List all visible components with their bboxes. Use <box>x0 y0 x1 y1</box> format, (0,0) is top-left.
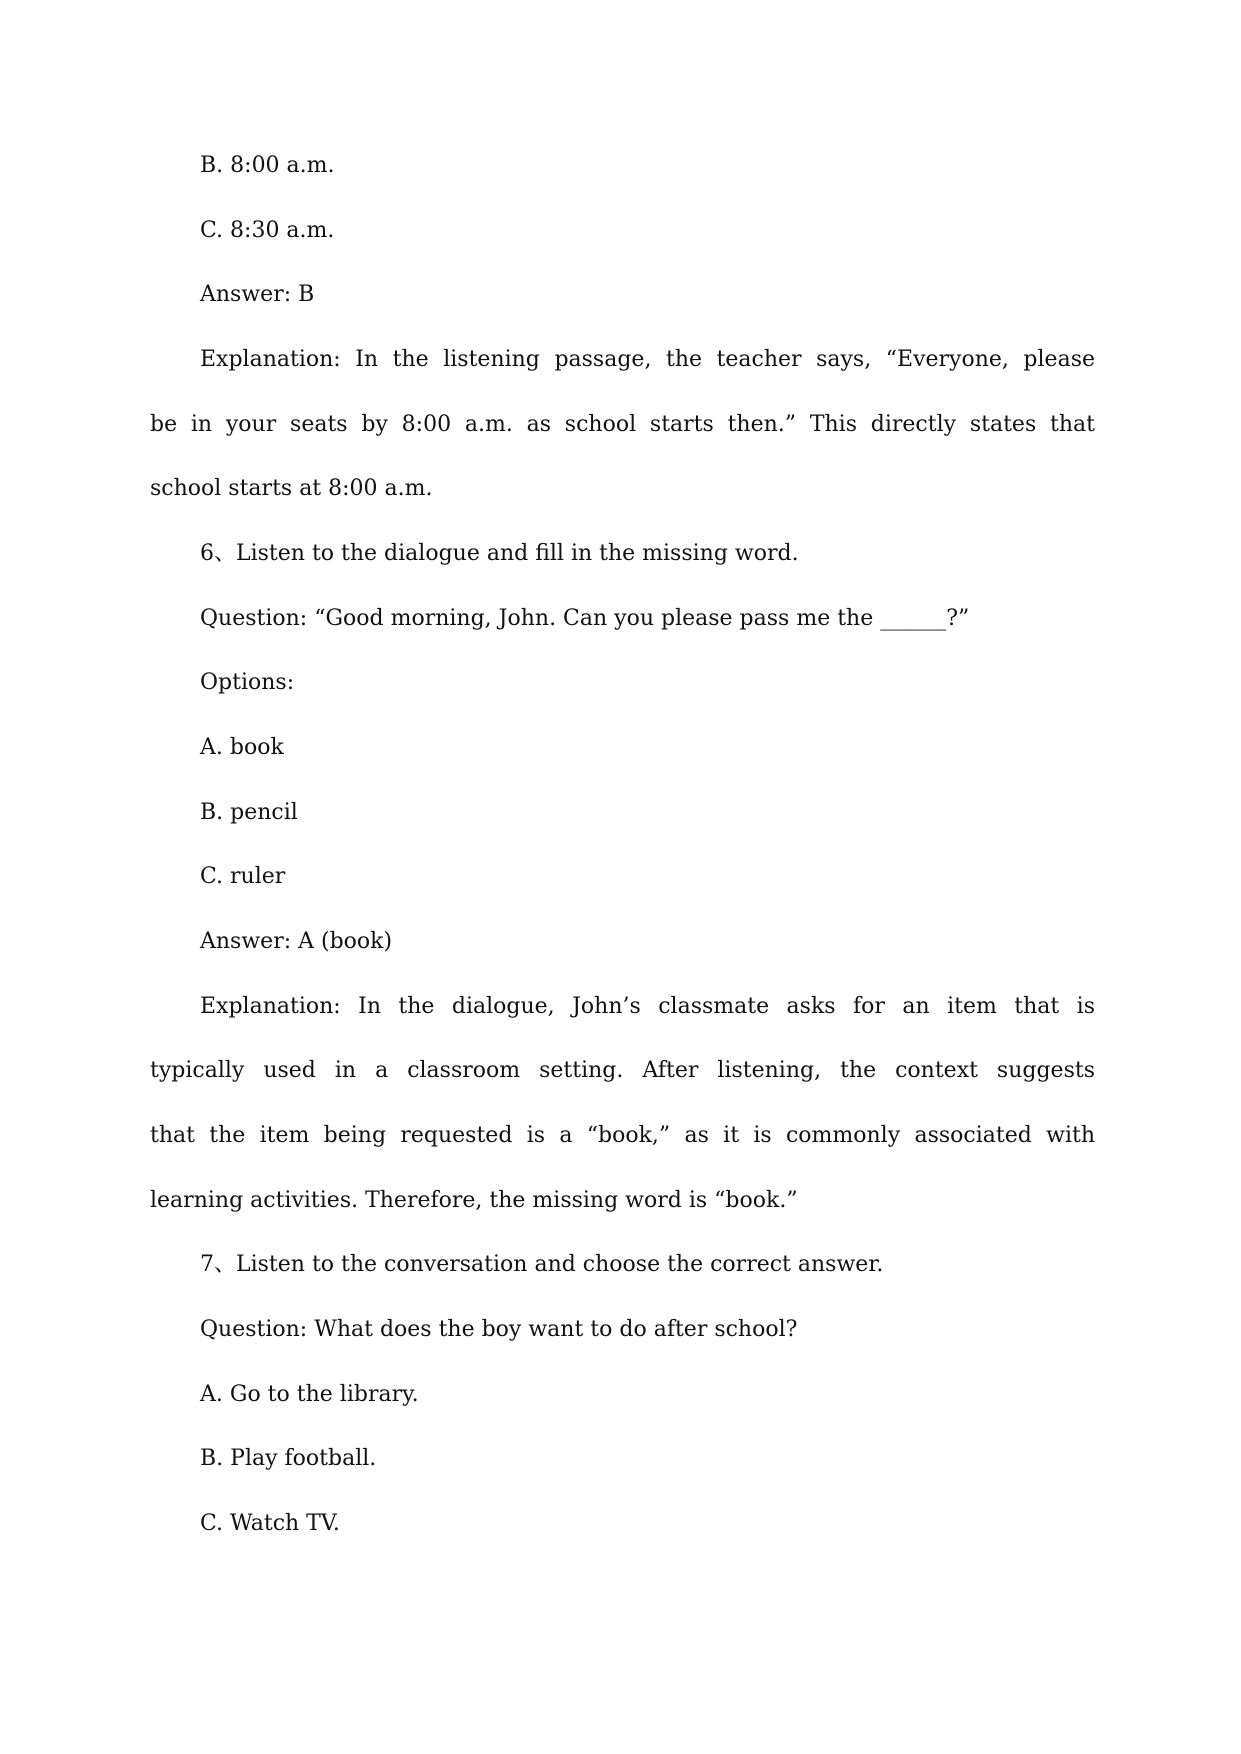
option-b-line: B. 8:00 a.m. <box>200 153 335 178</box>
option-a-line: A. book <box>200 735 284 760</box>
question-heading: 6、Listen to the dialogue and fill in the missing word. <box>200 541 799 566</box>
option-c-line: C. Watch TV. <box>200 1511 340 1536</box>
explanation-line: that the item being requested is a “book,” as it is commonly associated with <box>150 1123 1095 1148</box>
question-heading: 7、Listen to the conversation and choose the correct answer. <box>200 1252 884 1277</box>
explanation-line: be in your seats by 8:00 a.m. as school starts then.” This directly states that <box>150 412 1095 437</box>
question-line: Question: “Good morning, John. Can you please pass me the ______?” <box>200 606 970 631</box>
answer-line: Answer: B <box>200 282 315 307</box>
explanation-line: Explanation: In the listening passage, the teacher says, “Everyone, please <box>200 347 1095 372</box>
answer-line: Answer: A (book) <box>200 929 393 954</box>
option-c-line: C. ruler <box>200 864 286 889</box>
option-a-line: A. Go to the library. <box>200 1382 419 1407</box>
explanation-line: Explanation: In the dialogue, John’s classmate asks for an item that is <box>200 994 1095 1019</box>
explanation-line: school starts at 8:00 a.m. <box>150 476 433 501</box>
options-label: Options: <box>200 670 295 695</box>
option-c-line: C. 8:30 a.m. <box>200 218 335 243</box>
question-line: Question: What does the boy want to do after school? <box>200 1317 798 1342</box>
option-b-line: B. pencil <box>200 800 298 825</box>
option-b-line: B. Play football. <box>200 1446 377 1471</box>
explanation-line: learning activities. Therefore, the missing word is “book.” <box>150 1188 798 1213</box>
explanation-line: typically used in a classroom setting. After listening, the context suggests <box>150 1058 1095 1083</box>
